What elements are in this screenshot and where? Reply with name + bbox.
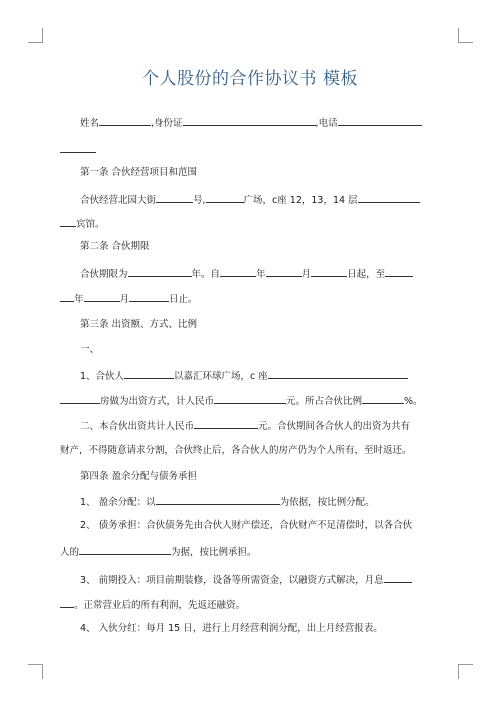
article-3-p1-d: 元。所占合伙比例 [286, 396, 363, 407]
article-4-item-2-line-1: 2、 债务承担：合伙债务先由合伙人财产偿还，合伙财产不足清偿时，以各合伙 [80, 520, 413, 531]
article-2-text-d: 月 [301, 269, 312, 280]
article-3-heading: 第三条 出资额、方式、比例 [80, 319, 198, 330]
article-2-text-e: 日起，至 [347, 269, 386, 280]
partner-name-blank [124, 368, 174, 379]
article-3-p1-e: %。 [404, 396, 423, 407]
article-3-section-one: 一、 [80, 344, 100, 355]
end-year-blank [385, 266, 413, 277]
article-1-text-b: 号, [193, 195, 206, 206]
page-corner-mark-top-right [458, 28, 473, 43]
article-4-i3-a: 3、 前期投入：项目前期装修，设备等所需资金，以融资方式解决，月息 [80, 575, 384, 586]
end-day-blank [129, 291, 169, 302]
article-2-text-f: 年 [74, 294, 84, 305]
article-2-line-1 [80, 266, 413, 282]
distribution-basis-blank [156, 494, 280, 505]
id-blank [183, 115, 316, 126]
article-1-text-d: 宾馆。 [76, 219, 105, 230]
monthly-interest-blank-continued [60, 597, 74, 608]
room-blank-continued [60, 393, 100, 404]
end-year-blank-continued [60, 291, 74, 302]
phone-blank-continued [60, 142, 96, 153]
liability-basis-blank [79, 544, 171, 555]
article-4-item-3-line-1 [80, 572, 412, 588]
document-title: 个人股份的合作协议书 模板 [142, 69, 358, 89]
article-2-line-2 [60, 291, 198, 307]
page-corner-mark-bottom-right [458, 664, 473, 679]
contribution-amount-blank [214, 393, 286, 404]
start-day-blank [311, 266, 347, 277]
room-blank [268, 368, 408, 379]
article-2-text-g: 月 [119, 294, 130, 305]
party-info-line [80, 115, 422, 131]
article-3-p1-b: 以嘉汇环球广场，c 座 [174, 371, 268, 382]
article-2-heading: 第二条 合伙期限 [80, 241, 150, 252]
total-contribution-blank [194, 418, 258, 429]
article-3-p2-b: 元。合伙期间各合伙人的出资为共有 [258, 421, 411, 432]
article-3-p2-a: 二、本合伙出资共计人民币 [80, 421, 195, 432]
monthly-interest-blank [384, 572, 412, 583]
article-2-text-b: 年。自 [191, 269, 221, 280]
start-month-blank [266, 266, 302, 277]
start-year-blank [220, 266, 256, 277]
article-4-i1-a: 1、 盈余分配：以 [80, 497, 156, 508]
article-4-item-1 [80, 494, 375, 510]
article-3-item-2-line-2: 财产，不得随意请求分割，合伙终止后，各合伙人的房产仍为个人所有，至时返还。 [60, 445, 412, 456]
term-years-blank [128, 266, 192, 277]
article-4-i3-b: 。正常营业后的所有利润，先返还融资。 [74, 600, 246, 611]
article-3-item-2-line-1 [80, 418, 410, 434]
party-info-continuation [60, 142, 96, 158]
article-1-line-2 [60, 216, 105, 232]
article-1-text-a: 合伙经营北园大街 [80, 195, 157, 206]
article-3-p1-a: 1、合伙人 [80, 371, 125, 382]
hotel-name-blank-continued [60, 216, 76, 227]
article-3-p1-c: 房做为出资方式，计人民币 [100, 396, 215, 407]
article-4-i1-b: 为依据，按比例分配。 [279, 497, 375, 508]
plaza-blank [206, 192, 244, 203]
article-4-i2-c: 为据，按比例承担。 [171, 547, 257, 558]
article-1-heading: 第一条 合伙经营项目和范围 [80, 167, 198, 178]
article-3-item-1-line-1 [80, 368, 408, 384]
page-corner-mark-bottom-left [28, 664, 43, 679]
id-label: ,身份证 [151, 118, 183, 129]
street-number-blank [156, 192, 193, 203]
article-4-heading: 第四条 盈余分配与债务承担 [80, 471, 198, 482]
end-month-blank [84, 291, 120, 302]
article-1-text-c: 广场，c座 12，13，14 层 [243, 195, 358, 206]
article-4-i2-b: 人的 [60, 547, 80, 558]
article-2-text-c: 年 [256, 269, 266, 280]
article-4-item-3-line-2 [60, 597, 245, 613]
article-4-item-4: 4、 入伙分红：每月 15 日，进行上月经营利润分配，出上月经营报表。 [80, 623, 383, 634]
article-1-line-1 [80, 192, 420, 208]
share-ratio-blank [362, 393, 404, 404]
phone-label: ,电话 [315, 118, 338, 129]
hotel-name-blank [358, 192, 420, 203]
name-blank [99, 115, 151, 126]
article-2-text-h: 日止。 [169, 294, 198, 305]
name-label: 姓名 [80, 118, 100, 129]
phone-blank [338, 115, 422, 126]
article-2-text-a: 合伙期限为 [80, 269, 128, 280]
article-3-item-1-line-2 [60, 393, 423, 409]
page-corner-mark-top-left [28, 28, 43, 43]
article-4-item-2-line-2 [60, 544, 257, 560]
